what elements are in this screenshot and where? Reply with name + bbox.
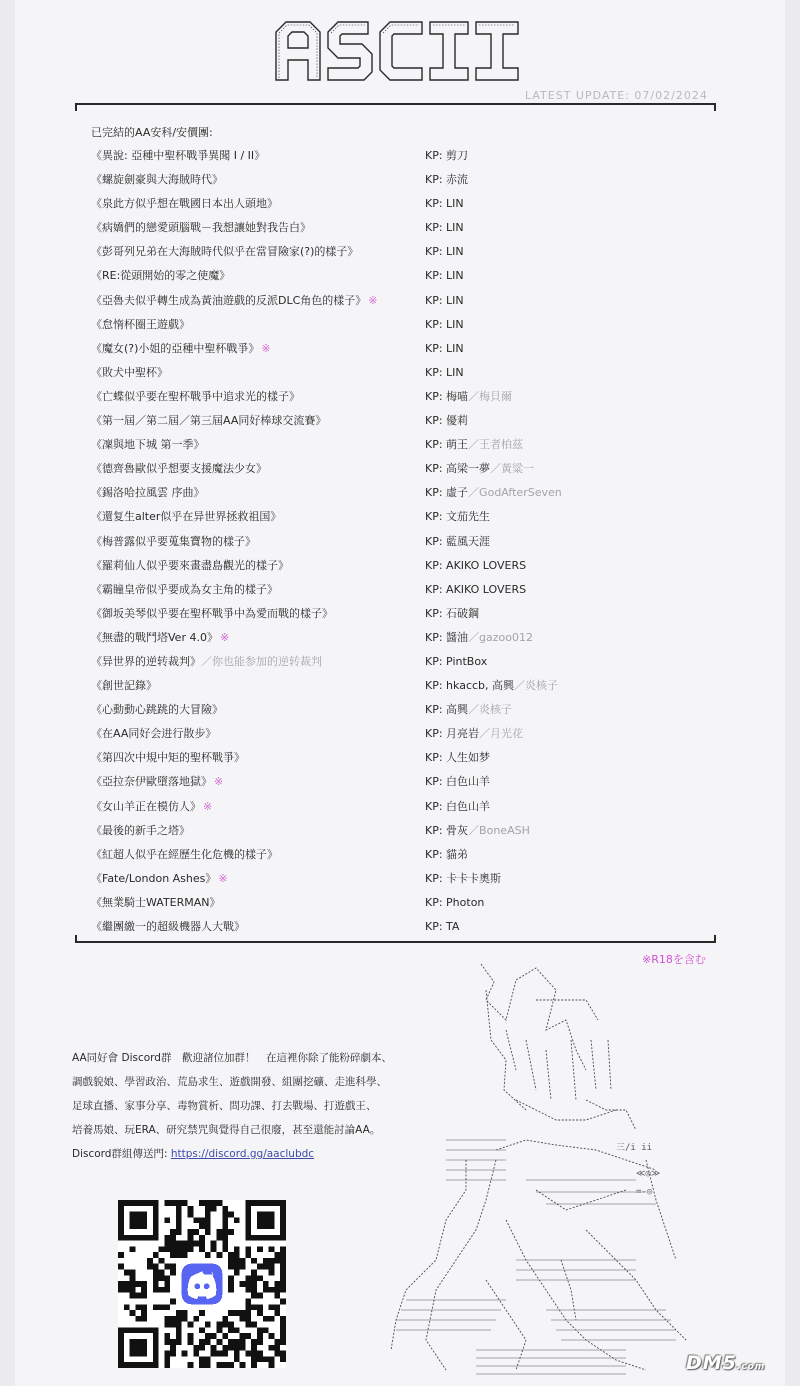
- story-title: 《泉此方似乎想在戰國日本出人頭地》: [91, 197, 278, 211]
- list-item: [91, 746, 691, 770]
- list-item: [91, 770, 691, 794]
- story-title: 《凜與地下城 第一季》: [91, 438, 205, 452]
- story-title: 《紅超人似乎在經歷生化危機的樣子》: [91, 847, 278, 861]
- list-item: [91, 674, 691, 698]
- story-title: 《錫洛哈拉風雲 序曲》: [91, 486, 205, 500]
- story-title: 《德齊魯歐似乎想要支援魔法少女》: [91, 462, 267, 476]
- story-kp: KP: 卡卡卡奧斯: [425, 871, 502, 885]
- completed-list: [91, 144, 691, 939]
- story-kp: KP: 骨灰／BoneASH: [425, 823, 530, 837]
- story-kp: KP: 高梁一夢／黃粱一: [425, 462, 535, 476]
- svg-text:三/i ii: 三/i ii: [616, 1143, 653, 1153]
- ascii-art-character: [386, 960, 698, 1380]
- list-item: [91, 409, 691, 433]
- list-item: [91, 867, 691, 891]
- story-title: 《病嬌們的戀愛頭腦戰－我想讓她對我告白》: [91, 221, 311, 235]
- list-item: [91, 626, 691, 650]
- r18-mark: ※: [368, 293, 378, 307]
- promo-line: 調戲貌娘、學習政治、荒島求生、遊戲開發、組團挖礦、走進科學、: [72, 1076, 387, 1088]
- logo-text: ASCII: [272, 18, 275, 19]
- story-kp: KP: LIN: [425, 245, 464, 259]
- story-title: 《繼團繳一的超級機器人大戰》: [91, 920, 245, 933]
- list-item: [91, 337, 691, 361]
- svg-text:≪◎≫: ≪◎≫: [636, 1169, 661, 1179]
- list-item: [91, 216, 691, 240]
- list-item: [91, 144, 691, 168]
- discord-link[interactable]: https://discord.gg/aaclubdc: [170, 1148, 315, 1160]
- r18-mark: ※: [203, 799, 213, 813]
- list-item: [91, 505, 691, 529]
- story-title: 《螺旋劍豪與大海賊時代》: [91, 173, 223, 187]
- story-kp: KP: LIN: [425, 317, 464, 331]
- story-title: 《無業騎士WATERMAN》: [91, 895, 221, 909]
- story-title: 《異說: 亞種中聖杯戰爭異聞 I / II》: [91, 149, 266, 162]
- list-item: [91, 795, 691, 819]
- story-title: 《在AA同好会进行散步》: [91, 727, 217, 741]
- story-kp: KP: 文茄先生: [425, 510, 491, 524]
- bottom-divider: [75, 941, 716, 943]
- story-kp: KP: LIN: [425, 293, 464, 307]
- story-title: 《异世界的逆转裁判》／你也能参加的逆转裁判: [91, 654, 322, 668]
- story-title: 《亞魯夫似乎轉生成為黃油遊戲的反派DLC角色的樣子》 ※: [91, 293, 378, 307]
- list-item: [91, 457, 691, 481]
- story-kp: KP: 醬油／gazoo012: [425, 630, 534, 644]
- story-kp: KP: 藍風天涯: [425, 534, 491, 548]
- promo-line: 培養馬娘、玩ERA、研究禁咒與覺得自己很廢，甚至還能討論AA。: [72, 1124, 381, 1136]
- story-title: 《魔女(?)小姐的亞種中聖杯戰爭》 ※: [91, 341, 271, 355]
- list-item: [91, 530, 691, 554]
- story-kp: KP: 人生如梦: [425, 751, 491, 765]
- story-kp: KP: AKIKO LOVERS: [425, 582, 527, 596]
- story-kp: KP: 優莉: [425, 414, 469, 428]
- r18-note: ※R18を含む: [642, 953, 706, 966]
- story-kp: KP: 虛子／GodAfterSeven: [425, 486, 562, 500]
- r18-mark: ※: [218, 871, 228, 885]
- list-item: [91, 385, 691, 409]
- r18-mark: ※: [219, 630, 230, 644]
- list-item: [91, 915, 691, 939]
- story-title: 《最後的新手之塔》: [91, 823, 190, 837]
- story-kp: KP: 白色山羊: [425, 799, 491, 813]
- story-kp: KP: 剪刀: [425, 149, 469, 162]
- story-title: 《御坂美琴似乎要在聖杯戰爭中為愛而戰的樣子》: [91, 606, 333, 620]
- r18-mark: ※: [214, 775, 224, 789]
- story-kp: KP: 高興／炎核子: [425, 703, 513, 717]
- list-item: [91, 819, 691, 843]
- ascii-logo: [272, 18, 522, 84]
- r18-mark: ※: [261, 341, 271, 355]
- story-kp: KP: LIN: [425, 269, 464, 283]
- promo-line: AA同好會 Discord群 歡迎諸位加群！ 在這裡你除了能粉碎劇本、: [72, 1052, 392, 1064]
- list-item: [91, 168, 691, 192]
- dm5-watermark: DM5.com: [686, 1352, 766, 1374]
- list-item: [91, 578, 691, 602]
- list-item: [91, 554, 691, 578]
- story-title: 《第一屆／第二屆／第三屆AA同好棒球交流賽》: [91, 414, 327, 428]
- story-kp: KP: 石破鋼: [425, 606, 480, 620]
- list-item: [91, 481, 691, 505]
- list-item: [91, 313, 691, 337]
- story-kp: KP: 月亮岩／月光花: [425, 727, 524, 741]
- list-item: [91, 698, 691, 722]
- svg-text:=-◎: =-◎: [636, 1187, 653, 1197]
- discord-promo: [72, 1046, 392, 1166]
- story-kp: KP: Photon: [425, 895, 485, 909]
- list-item: [91, 722, 691, 746]
- list-item: [91, 289, 691, 313]
- list-item: [91, 192, 691, 216]
- story-kp: KP: AKIKO LOVERS: [425, 558, 527, 572]
- promo-line: 足球直播、家事分享、毒物賞析、問功課、打去戰場、打遊戲王、: [72, 1100, 377, 1112]
- story-title: 《還复生alter似乎在异世界拯救祖国》: [91, 510, 282, 524]
- list-item: [91, 650, 691, 674]
- story-kp: KP: LIN: [425, 197, 464, 211]
- list-item: [91, 891, 691, 915]
- story-kp: KP: PintBox: [425, 654, 488, 668]
- story-kp: KP: 貓弟: [425, 847, 469, 861]
- list-item: [91, 433, 691, 457]
- story-kp: KP: LIN: [425, 221, 464, 235]
- story-title: 《羅莉仙人似乎要來畫盡島觀光的樣子》: [91, 558, 289, 572]
- story-kp: KP: 萌王／王者柏茲: [425, 438, 524, 452]
- story-kp: KP: LIN: [425, 341, 464, 355]
- story-title: 《怠惰杯圈王遊戲》: [91, 317, 190, 331]
- last-update: LATEST UPDATE: 07/02/2024: [525, 89, 708, 102]
- story-title: 《Fate/London Ashes》 ※: [91, 871, 228, 885]
- story-title: 《霸瞳皇帝似乎要成為女主角的樣子》: [91, 582, 278, 596]
- story-kp: KP: 梅喵／梅貝爾: [425, 389, 513, 403]
- list-item: [91, 264, 691, 288]
- discord-qr-code[interactable]: [118, 1200, 286, 1368]
- completed-list-heading: 已完結的AA安科/安價團:: [91, 126, 213, 139]
- story-title: 《第四次中規中矩的聖杯戰爭》: [91, 751, 245, 765]
- story-title: 《彭哥列兄弟在大海賊時代似乎在當冒險家(?)的樣子》: [91, 245, 359, 259]
- promo-link-label: Discord群組傳送門:: [72, 1148, 171, 1160]
- story-title: 《亞拉奈伊歐墮落地獄》 ※: [91, 775, 224, 789]
- story-title: 《無盡的戰鬥塔Ver 4.0》 ※: [91, 630, 230, 644]
- story-kp: KP: hkaccb, 高興／炎核子: [425, 679, 559, 693]
- top-divider: [75, 103, 716, 105]
- list-item: [91, 240, 691, 264]
- story-title: 《女山羊正在模仿人》 ※: [91, 799, 213, 813]
- story-title: 《亡蝶似乎要在聖杯戰爭中追求光的樣子》: [91, 389, 300, 403]
- story-title: 《敗犬中聖杯》: [91, 365, 168, 379]
- story-title: 《RE:從頭開始的零之使魔》: [91, 269, 231, 283]
- story-title: 《創世記錄》: [91, 679, 157, 693]
- list-item: [91, 843, 691, 867]
- story-kp: KP: 赤流: [425, 173, 469, 187]
- story-kp: KP: 白色山羊: [425, 775, 491, 789]
- story-kp: KP: TA: [425, 920, 460, 933]
- story-title: 《梅普露似乎要蒐集寶物的樣子》: [91, 534, 256, 548]
- list-item: [91, 602, 691, 626]
- story-kp: KP: LIN: [425, 365, 464, 379]
- story-title: 《心動動心跳跳的大冒險》: [91, 703, 223, 717]
- promo-link-line: [72, 1142, 392, 1166]
- list-item: [91, 361, 691, 385]
